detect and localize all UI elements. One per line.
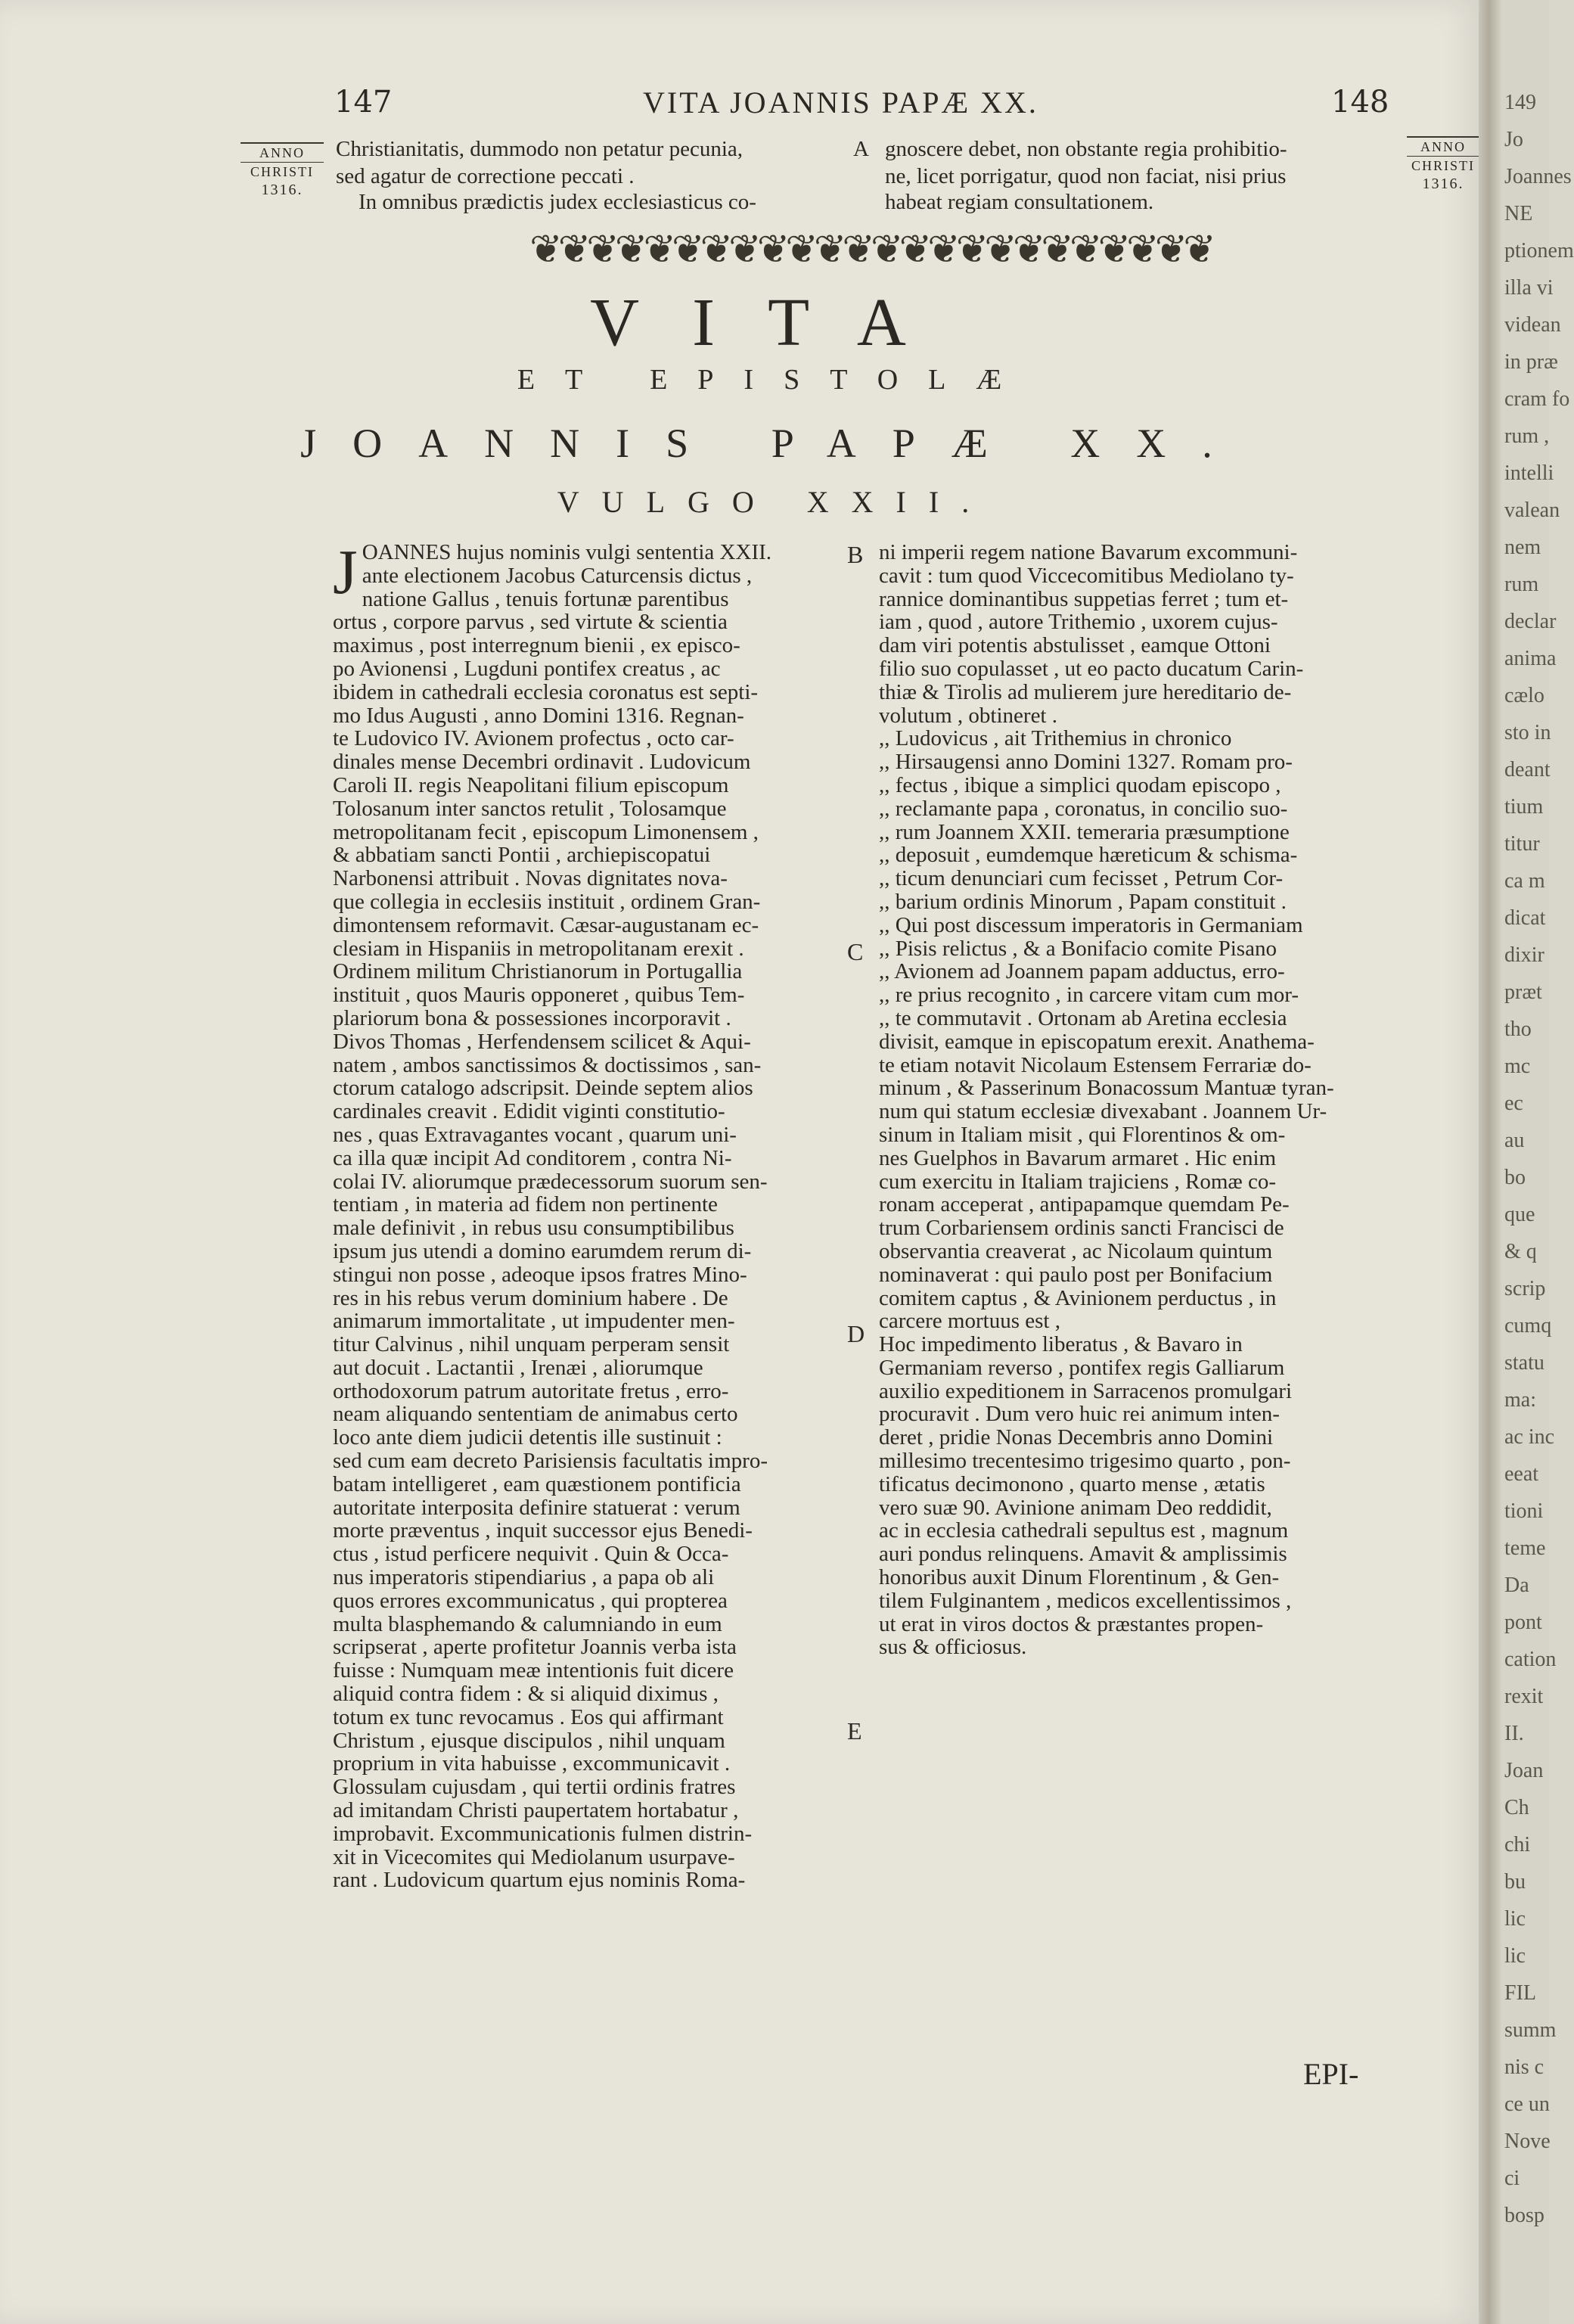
adjacent-page-fragment: FIL [1504, 1981, 1536, 2005]
adjacent-page-fragment: ac inc [1504, 1425, 1555, 1449]
adjacent-page-fragment: Nove [1504, 2130, 1551, 2153]
text-line: Ordinem militum Christianorum in Portugallia [333, 959, 743, 984]
margin-anno-label: ANNO [241, 142, 324, 163]
adjacent-page-fragment: valean [1504, 499, 1560, 522]
text-line: batam intelligeret , eam quæstionem pontificia [333, 1471, 741, 1496]
text-line: Divos Thomas , Herfendensem scilicet & Aqui- [333, 1029, 751, 1054]
adjacent-page-fragment: NE [1504, 202, 1533, 225]
text-line: comitem captus , & Avinionem perductus , in [879, 1285, 1277, 1310]
adjacent-page-fragment: ca m [1504, 869, 1545, 893]
adjacent-page-fragment: & q [1504, 1240, 1537, 1263]
text-line: ni imperii regem natione Bavarum excommuni- [879, 540, 1298, 564]
text-line: thiæ & Tirolis ad mulierem jure hereditario de- [879, 679, 1292, 704]
adjacent-page-fragment: sto in [1504, 721, 1551, 744]
adjacent-page-fragment: Joannes [1504, 165, 1572, 188]
text-line: xit in Vicecomites qui Mediolanum usurpave- [333, 1844, 735, 1869]
text-line: maximus , post interregnum bienii , ex episco- [333, 633, 740, 658]
adjacent-page-fragment: in præ [1504, 350, 1558, 374]
adjacent-page-fragment: bo [1504, 1166, 1526, 1189]
margin-anno-label: ANNO [1407, 136, 1479, 157]
title-vita: VITA [590, 285, 959, 360]
text-line: ,, Pisis relictus , & a Bonifacio comite Pisano [879, 936, 1277, 961]
text-line: Tolosanum inter sanctos retulit , Tolosamque [333, 796, 727, 821]
adjacent-page-fragment: præt [1504, 980, 1542, 1004]
text-line: proprium in vita habuisse , excommunicavit . [333, 1751, 731, 1776]
text-line: cavit : tum quod Viccecomitibus Mediolano ty- [879, 563, 1294, 588]
text-line: tificatus decimonono , quarto mense , ætatis [879, 1471, 1265, 1496]
text-line: ibidem in cathedrali ecclesia coronatus est septi- [333, 679, 759, 704]
adjacent-page-fragment: tioni [1504, 1499, 1544, 1523]
right-text-column [879, 541, 1405, 1659]
text-line: ortus , corpore parvus , sed virtute & scientia [333, 610, 728, 635]
text-line: procuravit . Dum vero huic rei animum inten- [879, 1402, 1280, 1427]
text-line: loco ante diem judicii detentis ille sustinuit : [333, 1425, 722, 1450]
text-line: po Avionensi , Lugduni pontifex creatus , ac [333, 656, 721, 681]
adjacent-page-edge [1501, 0, 1574, 2324]
adjacent-page-fragment: cælo [1504, 684, 1545, 707]
adjacent-page-fragment: ce un [1504, 2093, 1550, 2116]
text-line: Hoc impedimento liberatus , & Bavaro in [879, 1332, 1243, 1357]
text-line: ante electionem Jacobus Caturcensis dictus , [362, 563, 753, 588]
text-line: metropolitanam fecit , episcopum Limonensem , [333, 819, 759, 844]
text-line: scripserat , aperte profitetur Joannis verba ista [333, 1635, 737, 1660]
title-vulgo: VULGO XXII. [557, 485, 992, 519]
adjacent-page-fragment: cram fo [1504, 387, 1570, 411]
text-line: ronam acceperat , antipapamque quemdam Pe- [879, 1192, 1290, 1217]
adjacent-page-fragment: rum [1504, 573, 1539, 596]
text-line: dam viri potentis abstulisset , eamque Ottoni [879, 633, 1271, 658]
adjacent-page-fragment: ec [1504, 1092, 1523, 1115]
text-line: res in his rebus verum dominium habere . De [333, 1285, 728, 1310]
top-text-left-3: In omnibus prædictis judex ecclesiasticus co- [359, 190, 756, 214]
text-line: ut erat in viros doctos & præstantes propen- [879, 1611, 1264, 1636]
adjacent-page-fragment: bosp [1504, 2204, 1545, 2227]
text-line: te etiam notavit Nicolaum Estensem Ferrariæ do- [879, 1052, 1312, 1077]
text-line: multa blasphemando & calumniando in eum [333, 1611, 722, 1636]
adjacent-page-fragment: illa vi [1504, 276, 1554, 300]
page-number-right: 148 [1331, 85, 1389, 120]
text-line: ,, te commutavit . Ortonam ab Aretina ecclesia [879, 1005, 1287, 1030]
adjacent-page-fragment: cumq [1504, 1314, 1552, 1338]
margin-letter-e: E [847, 1717, 862, 1745]
adjacent-page-fragment: anima [1504, 647, 1557, 670]
ornamental-band: ❦❦❦❦❦❦❦❦❦❦❦❦❦❦❦❦❦❦❦❦❦❦❦❦ [529, 227, 1212, 272]
text-line: OANNES hujus nominis vulgi sententia XXII. [362, 540, 772, 564]
text-line: num qui statum ecclesiæ divexabant . Joannem Ur- [879, 1099, 1327, 1124]
adjacent-page-fragment: que [1504, 1203, 1535, 1226]
text-line: improbavit. Excommunicationis fulmen distrin- [333, 1821, 753, 1846]
running-title: VITA JOANNIS PAPÆ XX. [643, 85, 1038, 120]
running-header [0, 85, 1482, 130]
adjacent-page-fragment: dicat [1504, 906, 1546, 930]
text-line: ,, Hirsaugensi anno Domini 1327. Romam pro- [879, 750, 1293, 775]
text-line: ,, rum Joannem XXII. temeraria præsumptione [879, 819, 1290, 844]
margin-christi-label: CHRISTI [250, 164, 314, 179]
text-line: minum , & Passerinum Bonacossum Mantuæ tyran- [879, 1076, 1334, 1101]
adjacent-page-fragment: Jo [1504, 128, 1523, 151]
adjacent-page-fragment: statu [1504, 1351, 1545, 1375]
top-text-right-2: ne, licet porrigatur, quod non faciat, nisi prius [885, 164, 1287, 188]
text-line: male definivit , in rebus usu consumptibilibus [333, 1216, 734, 1241]
adjacent-page-fragment: rum , [1504, 424, 1550, 448]
text-line: trum Corbariensem ordinis sancti Francisci de [879, 1216, 1284, 1241]
text-line: filio suo copulasset , ut eo pacto ducatum Carin- [879, 656, 1304, 681]
adjacent-page-fragment: ptionem [1504, 239, 1574, 263]
text-line: millesimo trecentesimo trigesimo quarto , pon- [879, 1449, 1291, 1474]
adjacent-page-fragment: au [1504, 1129, 1525, 1152]
page-number-left: 147 [334, 85, 393, 120]
text-line: & abbatiam sancti Pontii , archiepiscopatui [333, 843, 711, 868]
adjacent-page-fragment: videan [1504, 313, 1561, 337]
adjacent-page-fragment: ma: [1504, 1388, 1536, 1412]
text-line: ,, deposuit , eumdemque hæreticum & schisma- [879, 843, 1298, 868]
adjacent-page-fragment: tho [1504, 1018, 1532, 1041]
text-line: ctorum catalogo adscripsit. Deinde septem alios [333, 1076, 753, 1101]
adjacent-page-fragment: pont [1504, 1611, 1542, 1634]
adjacent-page-fragment: bu [1504, 1870, 1526, 1894]
text-line: rant . Ludovicum quartum ejus nominis Roma- [333, 1868, 746, 1893]
text-line: divisit, eamque in episcopatum erexit. Anathema- [879, 1029, 1315, 1054]
text-line: aliquid contra fidem : & si aliquid diximus , [333, 1682, 719, 1707]
text-line: sed cum eam decreto Parisiensis facultatis impro- [333, 1449, 768, 1474]
text-line: instituit , quos Mauris opponeret , quibus Tem- [333, 983, 745, 1008]
top-text-left-1: Christianitatis, dummodo non petatur pecunia, [336, 137, 744, 161]
adjacent-page-fragment: nis c [1504, 2055, 1545, 2079]
adjacent-page-fragment: declar [1504, 610, 1557, 633]
adjacent-page-fragment: cation [1504, 1648, 1557, 1671]
margin-christi-label: CHRISTI [1411, 158, 1475, 173]
text-line: mo Idus Augusti , anno Domini 1316. Regnan- [333, 703, 744, 728]
text-line: Christum , ejusque discipulos , nihil unquam [333, 1728, 725, 1753]
text-line: ca illa quæ incipit Ad conditorem , contra Ni- [333, 1145, 732, 1170]
adjacent-page-fragment: Da [1504, 1574, 1529, 1597]
text-line: ipsum jus utendi a domino earumdem rerum di- [333, 1238, 752, 1263]
text-line: Caroli II. regis Neapolitani filium episcopum [333, 772, 729, 797]
text-line: Glossulam cujusdam , qui tertii ordinis fratres [333, 1775, 736, 1800]
left-text-column [333, 537, 855, 1893]
adjacent-page-fragment: lic [1504, 1907, 1526, 1931]
adjacent-page-fragment: Ch [1504, 1796, 1529, 1819]
text-line: titur Calvinus , nihil unquam perperam sensit [333, 1332, 730, 1357]
text-line: Germaniam reverso , pontifex regis Galliarum [879, 1355, 1285, 1380]
text-line: morte præventus , inquit successor ejus Benedi- [333, 1518, 753, 1543]
text-line: que collegia in ecclesiis instituit , ordinem Gran- [333, 889, 761, 914]
adjacent-page-fragment: summ [1504, 2018, 1557, 2042]
margin-letter-b: B [847, 541, 864, 568]
text-line: tilem Fulginantem , medicos excellentissimos , [879, 1588, 1292, 1613]
text-line: deret , pridie Nonas Decembris anno Domini [879, 1425, 1274, 1450]
catchword: EPI- [1303, 2057, 1359, 2091]
text-line: quos errores excommunicatus , qui propterea [333, 1588, 728, 1613]
text-line: auri pondus relinquens. Amavit & amplissimis [879, 1542, 1287, 1567]
text-line: cum exercitu in Italiam trajiciens , Romæ co- [879, 1169, 1277, 1194]
text-line: ,, fectus , ibique a simplici quodam episcopo , [879, 772, 1281, 797]
text-line: nes , quas Extravagantes vocant , quarum uni- [333, 1122, 737, 1147]
text-line: ,, re prius recognito , in carcere vitam cum mor- [879, 983, 1299, 1008]
adjacent-page-fragment: chi [1504, 1833, 1531, 1856]
text-line: neam aliquando sententiam de animabus certo [333, 1402, 738, 1427]
adjacent-page-fragment: Joan [1504, 1759, 1544, 1782]
text-line: tentiam , in materia ad fidem non pertinente [333, 1192, 718, 1217]
text-line: iam , quod , autore Trithemio , uxorem cujus- [879, 610, 1278, 635]
text-line: vero suæ 90. Avinione animam Deo reddidit, [879, 1495, 1272, 1520]
text-line: ac in ecclesia cathedrali sepultus est , magnum [879, 1518, 1289, 1543]
text-line: orthodoxorum patrum autoritate fretus , erro- [333, 1378, 729, 1403]
adjacent-page-fragment: mc [1504, 1055, 1531, 1078]
adjacent-page-fragment: ci [1504, 2167, 1520, 2190]
margin-note-right [1407, 136, 1479, 193]
top-text-left-2: sed agatur de correctione peccati . [336, 164, 635, 188]
text-line: nus imperatoris stipendiarius , a papa ob ali [333, 1565, 715, 1590]
text-line: honoribus auxit Dinum Florentinum , & Gen- [879, 1565, 1280, 1590]
text-line: rannice dominantibus suppetias ferret ; tum et- [879, 586, 1289, 611]
adjacent-page-fragment: rexit [1504, 1685, 1544, 1708]
text-line: nes Guelphos in Bavarum armaret . Hic enim [879, 1145, 1277, 1170]
margin-year: 1316. [1422, 176, 1464, 192]
text-line: colai IV. aliorumque prædecessorum suorum sen- [333, 1169, 768, 1194]
adjacent-page-fragment: eeat [1504, 1462, 1539, 1486]
text-line: ,, ticum denunciari cum fecisset , Petrum Cor- [879, 866, 1284, 891]
text-line: ,, Ludovicus , ait Trithemius in chronico [879, 726, 1232, 751]
title-et-epistolae: ET EPISTOLÆ [517, 364, 1032, 396]
text-line: clesiam in Hispaniis in metropolitanam erexit . [333, 936, 744, 961]
text-line: autoritate interposita definire statuerat : verum [333, 1495, 740, 1520]
text-line: volutum , obtineret . [879, 703, 1057, 728]
text-line: ad imitandam Christi paupertatem hortabatur , [333, 1798, 739, 1823]
adjacent-page-fragment: tium [1504, 795, 1544, 819]
text-line: carcere mortuus est , [879, 1309, 1060, 1334]
text-line: natem , ambos sanctissimos & doctissimos , san- [333, 1052, 762, 1077]
text-line: dimontensem reformavit. Cæsar-augustanam ec- [333, 912, 759, 937]
text-line: ,, reclamante papa , coronatus, in concilio suo- [879, 796, 1288, 821]
adjacent-page-fragment: nem [1504, 536, 1541, 559]
adjacent-page-fragment: II. [1504, 1722, 1524, 1745]
text-line: sus & officiosus. [879, 1635, 1027, 1660]
adjacent-page-fragment: dixir [1504, 943, 1545, 967]
text-line: animarum immortalitate , ut impudenter men- [333, 1309, 735, 1334]
text-line: ,, Qui post discessum imperatoris in Germaniam [879, 912, 1303, 937]
adjacent-page-fragment: scrip [1504, 1277, 1546, 1300]
adjacent-page-fragment: 149 [1504, 91, 1536, 114]
book-gutter [1479, 0, 1501, 2324]
text-line: totum ex tunc revocamus . Eos qui affirmant [333, 1704, 724, 1729]
margin-note-left [241, 142, 324, 199]
text-line: aut docuit . Lactantii , Irenæi , aliorumque [333, 1355, 703, 1380]
text-line: observantia creaverat , ac Nicolaum quintum [879, 1238, 1273, 1263]
text-line: te Ludovico IV. Avionem profectus , octo car- [333, 726, 734, 751]
text-line: fuisse : Numquam meæ intentionis fuit dicere [333, 1658, 734, 1683]
text-line: plariorum bona & possessiones incorporavit . [333, 1005, 731, 1030]
text-line: dinales mense Decembri ordinavit . Ludovicum [333, 750, 751, 775]
margin-letter-a: A [853, 137, 869, 161]
adjacent-page-fragment: intelli [1504, 461, 1554, 485]
text-line: Narbonensi attribuit . Novas dignitates nova- [333, 866, 728, 891]
text-line: auxilio expeditionem in Sarracenos promulgari [879, 1378, 1293, 1403]
top-text-right-3: habeat regiam consultationem. [885, 190, 1154, 214]
drop-cap: J [333, 537, 358, 607]
adjacent-page-fragment: titur [1504, 832, 1540, 856]
text-line: ctus , istud perficere nequivit . Quin & Occa- [333, 1542, 729, 1567]
title-joannis-papae: JOANNIS PAPÆ XX. [300, 421, 1249, 466]
text-line: ,, Avionem ad Joannem papam adductus, erro- [879, 959, 1285, 984]
text-line: sinum in Italiam misit , qui Florentinos & om- [879, 1122, 1286, 1147]
adjacent-page-fragment: lic [1504, 1944, 1526, 1968]
text-line: stingui non posse , adeoque ipsos fratres Mino- [333, 1262, 747, 1287]
adjacent-page-fragment: teme [1504, 1536, 1546, 1560]
top-text-right-1: gnoscere debet, non obstante regia prohibitio- [885, 137, 1287, 161]
text-line: natione Gallus , tenuis fortunæ parentibus [362, 586, 729, 611]
margin-letter-d: D [847, 1320, 865, 1347]
margin-year: 1316. [261, 182, 303, 198]
margin-letter-c: C [847, 938, 864, 965]
text-line: cardinales creavit . Edidit viginti constitutio- [333, 1099, 725, 1124]
text-line: ,, barium ordinis Minorum , Papam constituit . [879, 889, 1287, 914]
adjacent-page-fragment: deant [1504, 758, 1551, 781]
text-line: nominaverat : qui paulo post per Bonifacium [879, 1262, 1273, 1287]
